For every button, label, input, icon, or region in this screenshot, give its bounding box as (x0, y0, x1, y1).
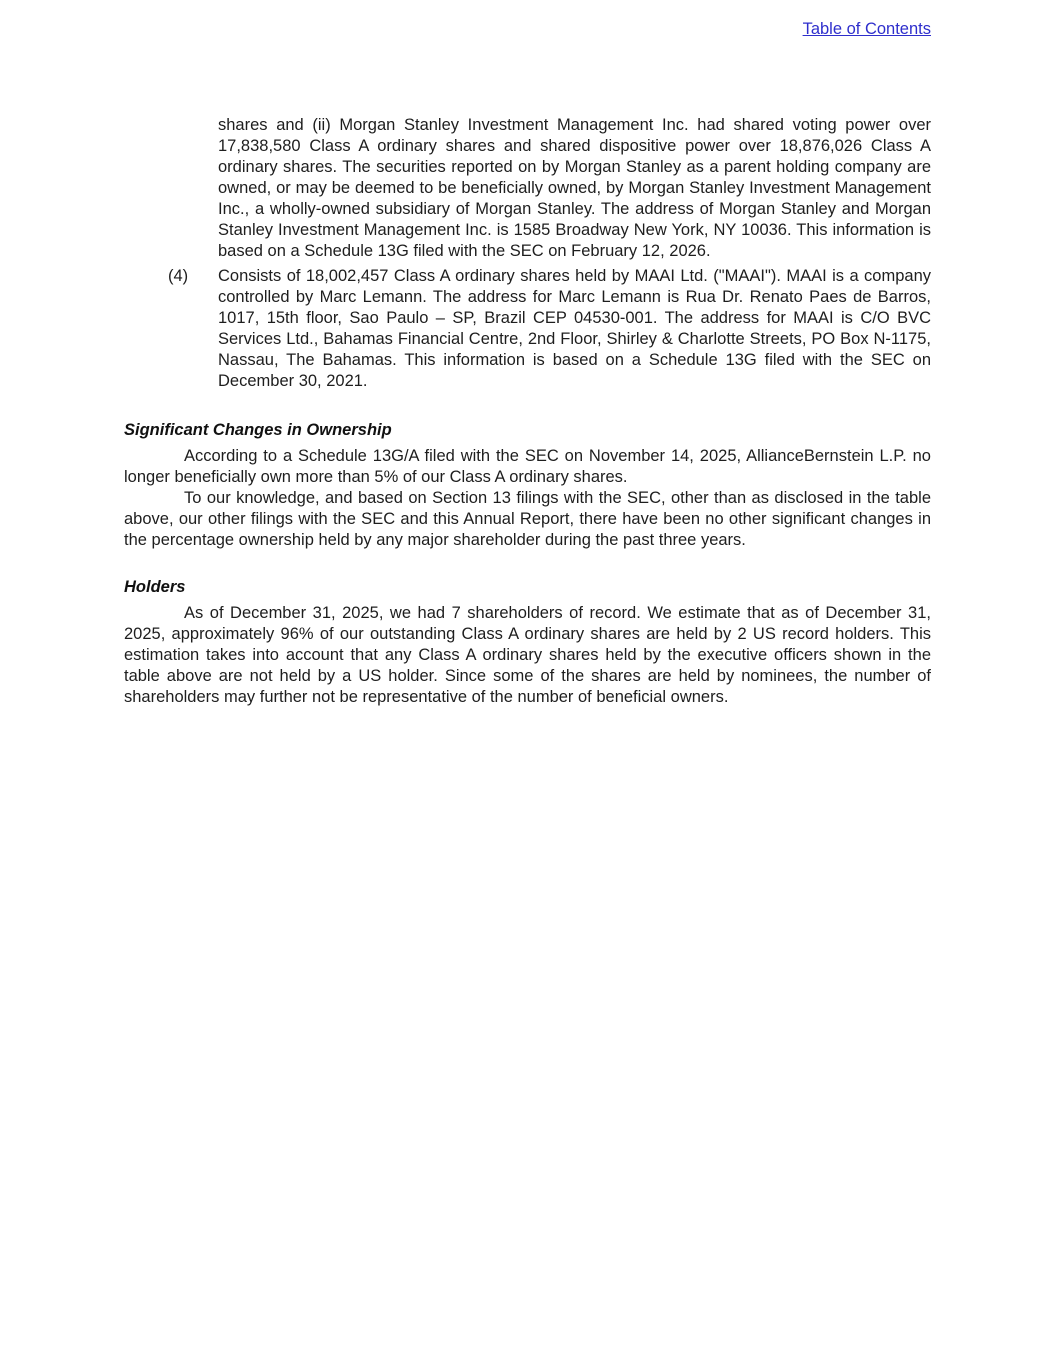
paragraph-shareholders-of-record: As of December 31, 2025, we had 7 shareholders of record. We estimate that as of December 31, 2025, approximately 96% of our outstanding Class A ordinary shares are held by 2 US record holders. This estimation takes into account that any Class A ordinary shares held by the executive officers shown in the table above are not held by a US holder. Since some of the shares are held by nominees, the number of shareholders may further not be representative of the number of beneficial owners. (124, 604, 931, 706)
footnote-4-maai (124, 266, 931, 392)
heading-significant-changes-in-ownership: Significant Changes in Ownership (124, 421, 392, 439)
heading-holders: Holders (124, 578, 186, 596)
paragraph-schedule-13ga: According to a Schedule 13G/A filed with the SEC on November 14, 2025, AllianceBernstein L.P. no longer beneficially own more than 5% of our Class A ordinary shares. (124, 447, 931, 486)
paragraph-no-other-significant-changes: To our knowledge, and based on Section 13 filings with the SEC, other than as disclosed in the table above, our other filings with the SEC and this Annual Report, there have been no other significant changes in the percentage ownership held by any major shareholder during the past three years. (124, 489, 931, 549)
footnote-marker: (4) (168, 267, 189, 285)
table-of-contents-link[interactable]: Table of Contents (802, 20, 931, 38)
page-content (124, 115, 931, 708)
footnote-text: Consists of 18,002,457 Class A ordinary shares held by MAAI Ltd. ("MAAI"). MAAI is a company controlled by Marc Lemann. The address for Marc Lemann is Rua Dr. Renato Paes de Barros, 1017, 15th floor, Sao Paulo – SP, Brazil CEP 04530-001. The address for MAAI is C/O BVC Services Ltd., Bahamas Financial Centre, 2nd Floor, Shirley & Charlotte Streets, PO Box N-1175, Nassau, The Bahamas. This information is based on a Schedule 13G filed with the SEC on December 30, 2021. (218, 267, 931, 390)
footnote-text: shares and (ii) Morgan Stanley Investment Management Inc. had shared voting power over 17,838,580 Class A ordinary shares and shared dispositive power over 18,876,026 Class A ordinary shares. The securities reported on by Morgan Stanley as a parent holding company are owned, or may be deemed to be beneficially owned, by Morgan Stanley Investment Management Inc., a wholly-owned subsidiary of Morgan Stanley. The address of Morgan Stanley and Morgan Stanley Investment Management Inc. is 1585 Broadway New York, NY 10036. This information is based on a Schedule 13G filed with the SEC on February 12, 2026. (218, 116, 931, 260)
toc-link-container (803, 19, 931, 40)
footnote-continuation-morgan-stanley (124, 115, 931, 262)
